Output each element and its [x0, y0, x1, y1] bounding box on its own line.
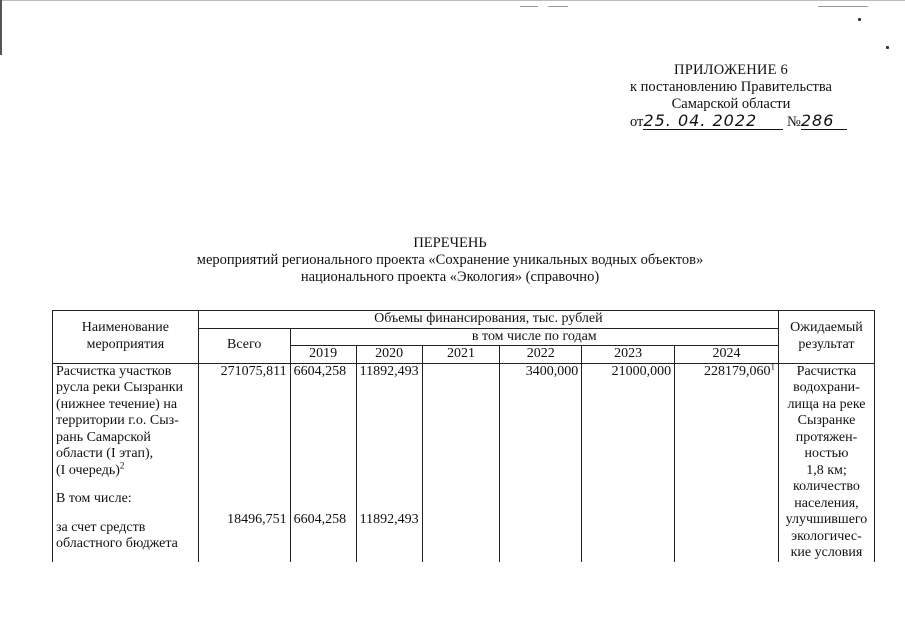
scan-edge-top: [0, 0, 905, 1]
handwritten-date: 25. 04. 2022: [643, 112, 783, 130]
header-result: Ожидаемый результат: [778, 311, 874, 364]
heading-line-1: мероприятий регионального проекта «Сохранение уникальных водных объектов»: [196, 252, 704, 268]
regional-total-value: 18496,751: [227, 512, 287, 527]
y2023-value: 21000,000: [611, 363, 672, 379]
activity-name-line: территории г.о. Сыз-: [56, 413, 179, 428]
result-line: лища на реке: [787, 396, 866, 412]
table-row: [53, 363, 875, 562]
appendix-date-number: [630, 112, 847, 131]
appendix-line-2: Самарской области: [671, 96, 791, 112]
activity-name-line: области (I этап),: [56, 446, 154, 461]
result-line: Расчистка: [796, 363, 857, 379]
expected-result: [778, 363, 874, 562]
result-line: количество: [793, 479, 860, 494]
header-funding: Объемы финансирования, тыс. рублей: [198, 311, 778, 329]
header-year: 2022: [500, 346, 582, 364]
activity-name-line: [56, 459, 196, 480]
header-year: 2020: [356, 346, 422, 364]
result-line: ностью: [804, 446, 849, 461]
result-line: населения,: [794, 495, 859, 511]
y2020-value: 11892,493: [359, 363, 419, 379]
footnote-mark: 1: [770, 360, 775, 371]
heading-line-2: национального проекта «Экология» (справочно): [300, 269, 600, 285]
activity-name: [53, 363, 199, 562]
scan-mark: [520, 6, 538, 7]
year-2019-cell: [290, 363, 356, 562]
regional-y2020-value: 11892,493: [359, 512, 419, 527]
y2022-value: 3400,000: [525, 363, 579, 379]
y2024-value: 228179,060: [703, 363, 771, 379]
activity-name-line: рань Самарской: [56, 429, 151, 445]
header-year: 2024: [675, 346, 779, 364]
regional-budget-line: за счет средств: [56, 519, 146, 535]
regional-budget-line: областного бюджета: [56, 536, 178, 551]
activity-name-line: Расчистка участков: [56, 363, 172, 379]
date-prefix: от: [630, 114, 644, 130]
y2019-value: 6604,258: [293, 363, 347, 379]
scan-speck: [886, 46, 889, 49]
header-name: Наименование мероприятия: [53, 311, 199, 364]
result-line: улучшившего: [785, 512, 868, 527]
header-by-years: в том числе по годам: [290, 328, 778, 346]
scan-mark: [818, 6, 868, 7]
funding-table: [52, 310, 875, 562]
regional-y2019-value: 6604,258: [293, 512, 347, 527]
year-2023-cell: [582, 363, 675, 562]
header-total: Всего: [198, 328, 290, 363]
year-2022-cell: [500, 363, 582, 562]
year-2020-cell: [356, 363, 422, 562]
including-label: В том числе:: [56, 491, 132, 506]
total-cell: [198, 363, 290, 562]
result-line: протяжен-: [795, 429, 858, 445]
number-prefix: №: [787, 114, 801, 130]
y2024-value-wrap: [677, 360, 775, 381]
appendix-title: ПРИЛОЖЕНИЕ 6: [674, 62, 788, 78]
header-year: 2021: [422, 346, 500, 364]
scan-speck: [858, 18, 861, 21]
year-2024-cell: [675, 360, 779, 562]
result-line: экологичес-: [791, 528, 862, 544]
activity-name-line: русла реки Сызранки: [56, 380, 184, 395]
result-line: водохрани-: [793, 380, 860, 395]
header-year: 2019: [290, 346, 356, 364]
appendix-line-1: к постановлению Правительства: [630, 79, 832, 95]
result-line: Сызранке: [797, 413, 856, 428]
year-2021-cell: [422, 363, 500, 562]
result-line: 1,8 км;: [806, 462, 847, 478]
total-value: 271075,811: [220, 363, 287, 379]
activity-name-line: (нижнее течение) на: [56, 396, 178, 412]
footnote-mark: 2: [119, 459, 125, 470]
appendix-block: [600, 62, 862, 113]
scan-mark: [548, 6, 568, 7]
heading-title: ПЕРЕЧЕНЬ: [413, 235, 487, 251]
document-heading: [150, 235, 750, 286]
result-line: кие условия: [790, 545, 863, 560]
activity-name-text: (I очередь): [56, 462, 120, 478]
scan-edge-left: [0, 0, 2, 55]
handwritten-number: 286: [801, 112, 847, 130]
header-year: 2023: [582, 346, 675, 364]
